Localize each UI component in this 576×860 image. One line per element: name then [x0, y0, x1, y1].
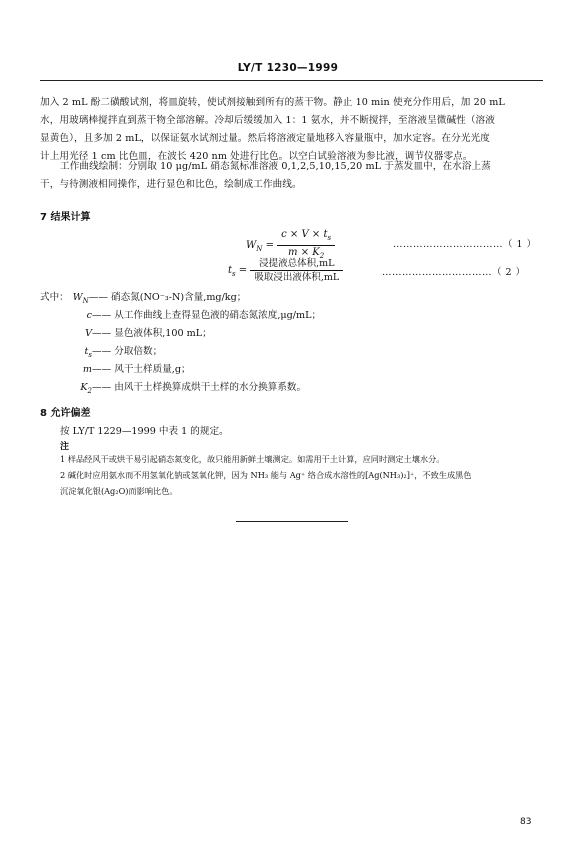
paragraph-line: 工作曲线绘制：分别取 10 μg/mL 硝态氮标准溶液 0,1,2,5,10,15,20 mL 于蒸发皿中，在水浴上蒸 [60, 161, 491, 172]
notes-heading: 注 [60, 442, 70, 452]
formula-1-fraction: $\frac{c \times V \times t_s}{m \times K_2}$ [277, 228, 335, 263]
section-7-heading: 7 结果计算 [40, 212, 91, 223]
end-of-document-rule [236, 521, 348, 522]
where-item-v: V—— 显色液体积,100 mL； [85, 328, 212, 339]
note-2-continued: 沉淀氧化银(Ag₂O)而影响比色。 [60, 486, 178, 496]
where-item-c: c—— 从工作曲线上查得显色液的硝态氮浓度,μg/mL； [86, 310, 322, 321]
where-item-k2: $K_2——$ 由风干土样换算成烘干土样的水分换算系数。 [80, 382, 307, 395]
paragraph-line: 干，与待测液相同操作，进行显色和比色，绘制成工作曲线。 [40, 179, 302, 190]
section-8-body: 按 LY/T 1229—1999 中表 1 的规定。 [60, 426, 229, 437]
paragraph-line: 水，用玻璃棒搅拌直到蒸干物全部溶解。冷却后缓缓加入 1：1 氨水，并不断搅拌，至溶液呈微碱性（溶液 [40, 115, 495, 126]
paragraph-line: 显黄色），且多加 2 mL，以保证氨水试剂过量。然后将溶液定量地移入容量瓶中，加水定容。在分光光度 [40, 133, 490, 144]
where-item-ts: $t_s——$ 分取倍数； [84, 346, 163, 359]
formula-2: $t_s$ = $\frac{\text{浸提液总体积,mL}}{\text{吸取浸出液体积,mL}}$ [228, 257, 343, 284]
formula-1: $W_N$ = $\frac{c \times V \times t_s}{m \times K_2}$ [246, 228, 335, 263]
note-2: 2 碱化时应用氨水而不用氢氧化钠或氢氧化钾，因为 NH₃ 能与 Ag⁺ 络合成水溶性的[Ag(NH₃)₂]⁺，不致生成黑色 [60, 470, 472, 480]
page-header-standard-code: LY/T 1230—1999 [237, 62, 339, 74]
note-1: 1 样品经风干或烘干易引起硝态氮变化，故只能用新鲜土壤测定。如需用干土计算，应同时测定土壤水分。 [60, 454, 445, 464]
where-item-m: m—— 风干土样质量,g； [82, 364, 191, 375]
page-number: 83 [520, 817, 532, 827]
equation-number-1: ……………………………（ 1 ） [393, 239, 537, 250]
paragraph-line: 加入 2 mL 酚二磺酸试剂，将皿旋转，使试剂接触到所有的蒸干物。静止 10 min 使充分作用后，加 20 mL [40, 97, 505, 108]
equation-number-2: ……………………………（ 2 ） [382, 267, 526, 278]
header-divider [40, 80, 543, 81]
paragraph-line: 计上用光径 1 cm 比色皿，在波长 420 nm 处进行比色。以空白试验溶液为参比液，调节仪器零点。 [40, 151, 473, 162]
formula-2-fraction: $\frac{\text{浸提液总体积,mL}}{\text{吸取浸出液体积,mL}}$ [250, 257, 343, 284]
intro-paragraph [40, 94, 543, 166]
section-8-heading: 8 允许偏差 [40, 408, 91, 419]
working-curve-paragraph [40, 158, 543, 194]
formula-2-lhs: $t_s$ [228, 265, 236, 278]
formula-1-lhs: $W_N$ [246, 240, 263, 253]
where-item-w: 式中： $W_N——$ 硝态氮(NO⁻₃-N)含量,mg/kg； [40, 292, 247, 305]
